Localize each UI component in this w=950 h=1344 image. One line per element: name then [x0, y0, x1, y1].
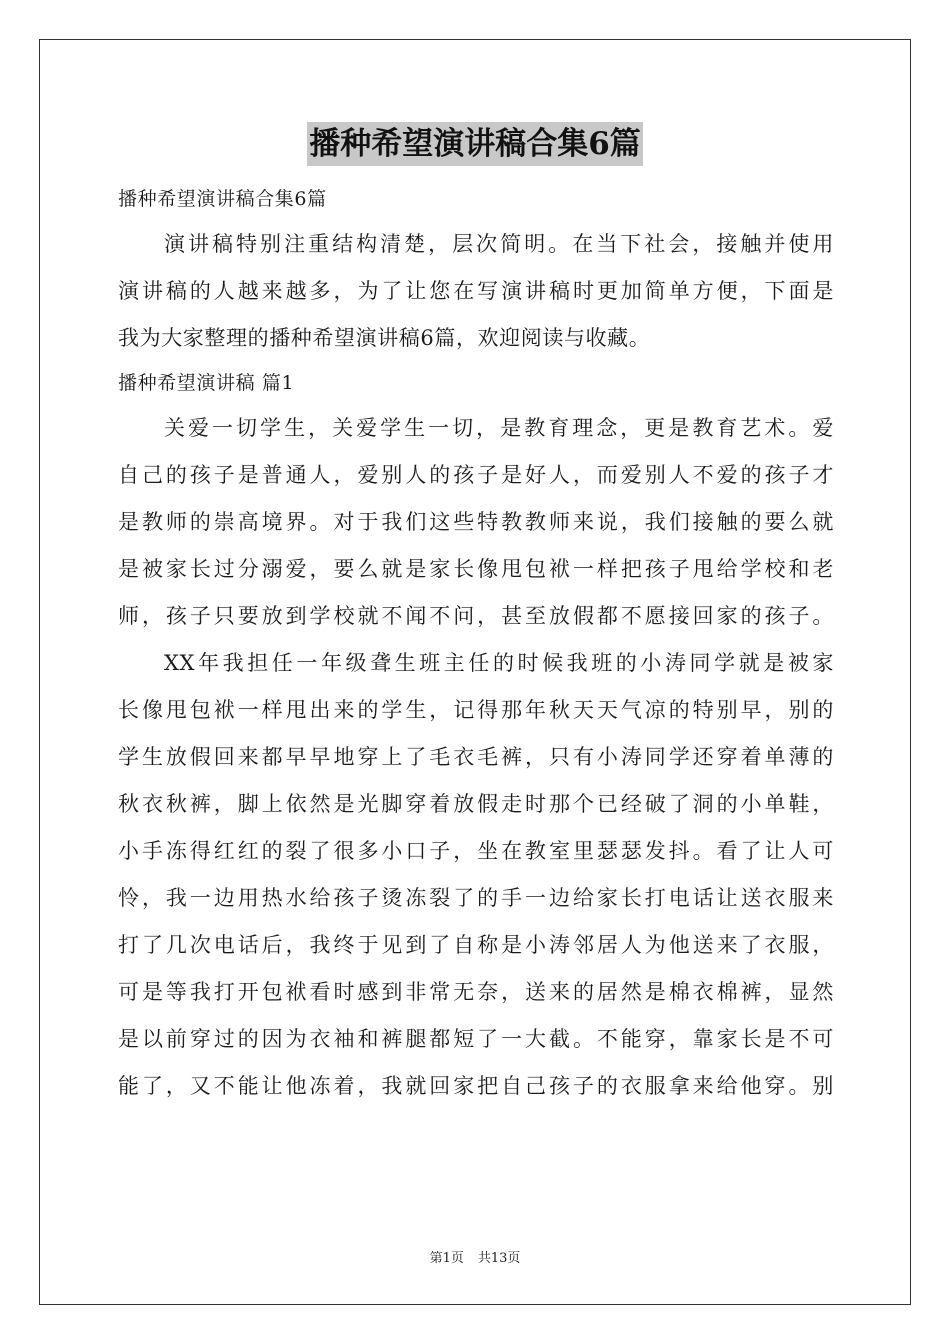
- paragraph-line: 小手冻得红红的裂了很多小口子，坐在教室里瑟瑟发抖。看了让人可: [118, 839, 834, 863]
- paragraph-line: XX年我担任一年级聋生班主任的时候我班的小涛同学就是被家: [164, 651, 834, 675]
- paragraph-line: 打了几次电话后，我终于见到了自称是小涛邻居人为他送来了衣服，: [118, 933, 834, 957]
- intro-line: 演讲稿特别注重结构清楚，层次简明。在当下社会，接触并使用: [164, 232, 834, 256]
- paragraph-line: 可是等我打开包袱看时感到非常无奈，送来的居然是棉衣棉裤，显然: [118, 980, 834, 1004]
- document-title: 播种希望演讲稿合集6篇: [307, 122, 643, 166]
- paragraph-line: 自己的孩子是普通人，爱别人的孩子是好人，而爱别人不爱的孩子才: [118, 463, 834, 487]
- page-total: 共13页: [477, 1251, 521, 1266]
- paragraph-line: 是以前穿过的因为衣袖和裤腿都短了一大截。不能穿，靠家长是不可: [118, 1027, 834, 1051]
- page-number: 第1页: [429, 1251, 464, 1266]
- title-container: [0, 122, 950, 166]
- paragraph-line: 能了，又不能让他冻着，我就回家把自己孩子的衣服拿来给他穿。别: [118, 1074, 834, 1098]
- paragraph-line: 秋衣秋裤，脚上依然是光脚穿着放假走时那个已经破了洞的小单鞋，: [118, 792, 834, 816]
- intro-line: 我为大家整理的播种希望演讲稿6篇，欢迎阅读与收藏。: [118, 326, 651, 350]
- paragraph-line: 学生放假回来都早早地穿上了毛衣毛裤，只有小涛同学还穿着单薄的: [118, 745, 834, 769]
- subtitle: 播种希望演讲稿合集6篇: [118, 188, 327, 210]
- paragraph-line: 怜，我一边用热水给孩子烫冻裂了的手一边给家长打电话让送衣服来: [118, 886, 834, 910]
- paragraph-line: 是教师的崇高境界。对于我们这些特教教师来说，我们接触的要么就: [118, 510, 834, 534]
- paragraph-line: 是被家长过分溺爱，要么就是家长像甩包袱一样把孩子甩给学校和老: [118, 557, 834, 581]
- intro-line: 演讲稿的人越来越多，为了让您在写演讲稿时更加简单方便，下面是: [118, 279, 834, 303]
- page-footer: [0, 1247, 950, 1266]
- paragraph-line: 师，孩子只要放到学校就不闻不问，甚至放假都不愿接回家的孩子。: [118, 604, 834, 628]
- section-heading: 播种希望演讲稿 篇1: [118, 372, 295, 394]
- paragraph-line: 长像甩包袱一样甩出来的学生，记得那年秋天天气凉的特别早，别的: [118, 698, 834, 722]
- paragraph-line: 关爱一切学生，关爱学生一切，是教育理念，更是教育艺术。爱: [164, 416, 834, 440]
- document-body: [118, 178, 834, 1110]
